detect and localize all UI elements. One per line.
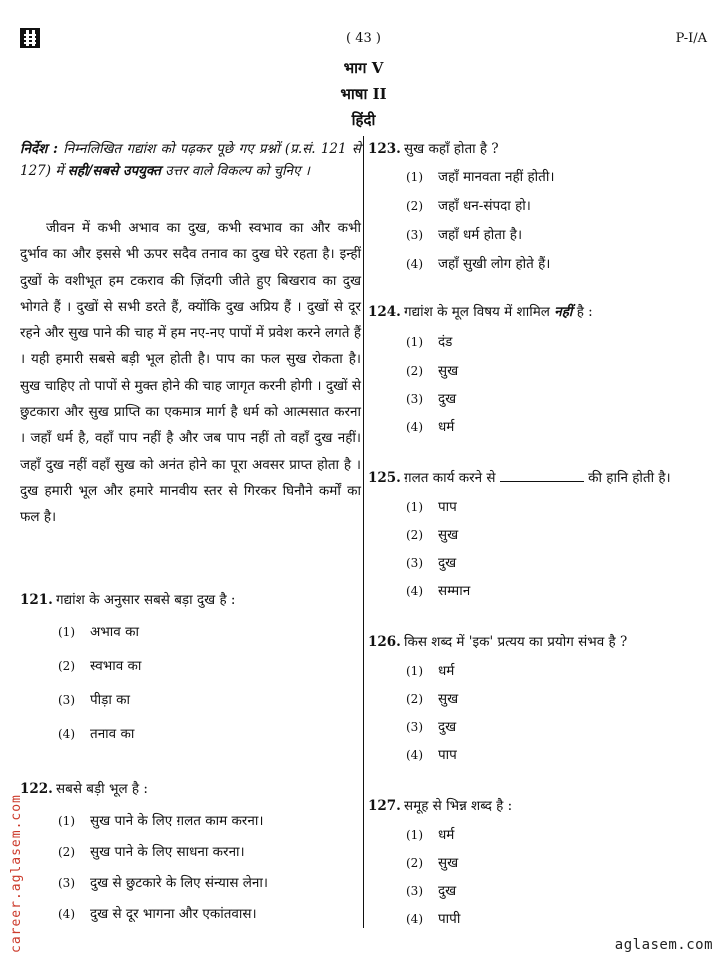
question-123 — [368, 139, 708, 157]
instruction-text-after: उत्तर वाले विकल्प को चुनिए । — [165, 163, 310, 179]
question-emphasis: नहीं — [554, 304, 573, 320]
question-text-before: गद्यांश के मूल विषय में शामिल — [404, 304, 550, 320]
question-text: सबसे बड़ी भूल है : — [56, 781, 148, 797]
option-124-4[interactable]: (4) धर्म — [406, 419, 455, 435]
option-126-3[interactable]: (3) दुख — [406, 719, 457, 735]
question-text: समूह से भिन्न शब्द है : — [404, 798, 513, 814]
option-125-4[interactable]: (4) सम्मान — [406, 583, 471, 599]
option-122-3[interactable]: (3) दुख से छुटकारे के लिए संन्यास लेना। — [58, 875, 269, 891]
option-125-1[interactable]: (1) पाप — [406, 499, 457, 515]
option-125-2[interactable]: (2) सुख — [406, 527, 459, 543]
column-divider — [363, 136, 364, 928]
option-127-1[interactable]: (1) धर्म — [406, 827, 455, 843]
option-121-1[interactable]: (1) अभाव का — [58, 624, 139, 640]
option-121-2[interactable]: (2) स्वभाव का — [58, 658, 142, 674]
option-123-1[interactable]: (1) जहाँ मानवता नहीं होती। — [406, 169, 555, 185]
option-127-4[interactable]: (4) पापी — [406, 911, 461, 927]
option-126-1[interactable]: (1) धर्म — [406, 663, 455, 679]
question-number: 123. — [368, 141, 401, 157]
question-121 — [20, 590, 361, 608]
language-heading: भाषा II — [340, 85, 387, 103]
question-text: सुख कहाँ होता है ? — [404, 141, 499, 157]
option-122-1[interactable]: (1) सुख पाने के लिए ग़लत काम करना। — [58, 813, 264, 829]
option-124-3[interactable]: (3) दुख — [406, 391, 457, 407]
option-126-2[interactable]: (2) सुख — [406, 691, 459, 707]
question-number: 125. — [368, 470, 401, 486]
question-125 — [368, 468, 708, 486]
instruction — [20, 138, 361, 182]
question-number: 122. — [20, 781, 53, 797]
question-text-after: है : — [576, 304, 593, 320]
question-number: 121. — [20, 592, 53, 608]
option-121-3[interactable]: (3) पीड़ा का — [58, 692, 131, 708]
question-124 — [368, 302, 708, 320]
question-text-before: ग़लत कार्य करने से — [404, 470, 496, 486]
option-121-4[interactable]: (4) तनाव का — [58, 726, 135, 742]
passage: जीवन में कभी अभाव का दुख, कभी स्वभाव का और कभी दुर्भाव का और इससे भी ऊपर सदैव तनाव का दुख घेरे रहता है। इन्हीं दुखों के वशीभूत हम टकराव की ज़िंदगी जीते हुए बिखराव का दुख भोगते हैं । दुखों से सभी डरते हैं, क्योंकि दुख अप्रिय हैं । दुखों से दूर रहने और सुख पाने की चाह में हम नए-नए पापों में प्रवेश करने लगते हैं । यही हमारी सबसे बड़ी भूल होती है। पाप का फल सुख रोकता है। सुख चाहिए तो पापों से मुक्त होने की चाह जागृत करनी होगी । दुखों से छुटकारा और सुख प्राप्ति का एकमात्र मार्ग है धर्म को आत्मसात करना । जहाँ धर्म है, वहाँ पाप नहीं है और जब पाप नहीं तो वहाँ दुख नहीं। जहाँ दुख नहीं वहाँ सुख को अनंत होने का पूरा अवसर प्राप्त होता है । दुख हमारी भूल और हमारे मानवीय स्तर से गिरकर घिनौने कर्मों का फल है। — [20, 220, 361, 526]
option-123-3[interactable]: (3) जहाँ धर्म होता है। — [406, 227, 523, 243]
question-text-after: की हानि होती है। — [588, 470, 671, 486]
answer-blank — [500, 471, 584, 482]
side-watermark: career.aglasem.com — [9, 794, 24, 953]
option-123-2[interactable]: (2) जहाँ धन-संपदा हो। — [406, 198, 531, 214]
question-126 — [368, 632, 708, 650]
instruction-label: निर्देश : — [20, 141, 59, 157]
question-text: गद्यांश के अनुसार सबसे बड़ा दुख है : — [56, 592, 236, 608]
option-127-3[interactable]: (3) दुख — [406, 883, 457, 899]
option-127-2[interactable]: (2) सुख — [406, 855, 459, 871]
instruction-text-before: निम्नलिखित गद्यांश को पढ़कर पूछे गए प्रश्नों (प्र.सं. 121 से 127) में — [20, 141, 361, 179]
question-number: 127. — [368, 798, 401, 814]
option-122-2[interactable]: (2) सुख पाने के लिए साधना करना। — [58, 844, 245, 860]
option-123-4[interactable]: (4) जहाँ सुखी लोग होते हैं। — [406, 256, 551, 272]
option-126-4[interactable]: (4) पाप — [406, 747, 457, 763]
question-number: 124. — [368, 304, 401, 320]
instruction-emphasis: सही/सबसे उपयुक्त — [67, 163, 161, 179]
paper-code: P-I/A — [675, 31, 707, 46]
option-124-1[interactable]: (1) दंड — [406, 334, 453, 350]
question-122 — [20, 779, 361, 797]
option-122-4[interactable]: (4) दुख से दूर भागना और एकांतवास। — [58, 906, 257, 922]
option-125-3[interactable]: (3) दुख — [406, 555, 457, 571]
page-number: ( 43 ) — [346, 31, 381, 46]
question-number: 126. — [368, 634, 401, 650]
question-text: किस शब्द में 'इक' प्रत्यय का प्रयोग संभव है ? — [404, 634, 628, 650]
question-127 — [368, 796, 708, 814]
bottom-watermark: aglasem.com — [614, 937, 713, 953]
option-124-2[interactable]: (2) सुख — [406, 363, 459, 379]
part-heading: भाग V — [343, 59, 384, 77]
subject-heading: हिंदी — [351, 111, 376, 129]
